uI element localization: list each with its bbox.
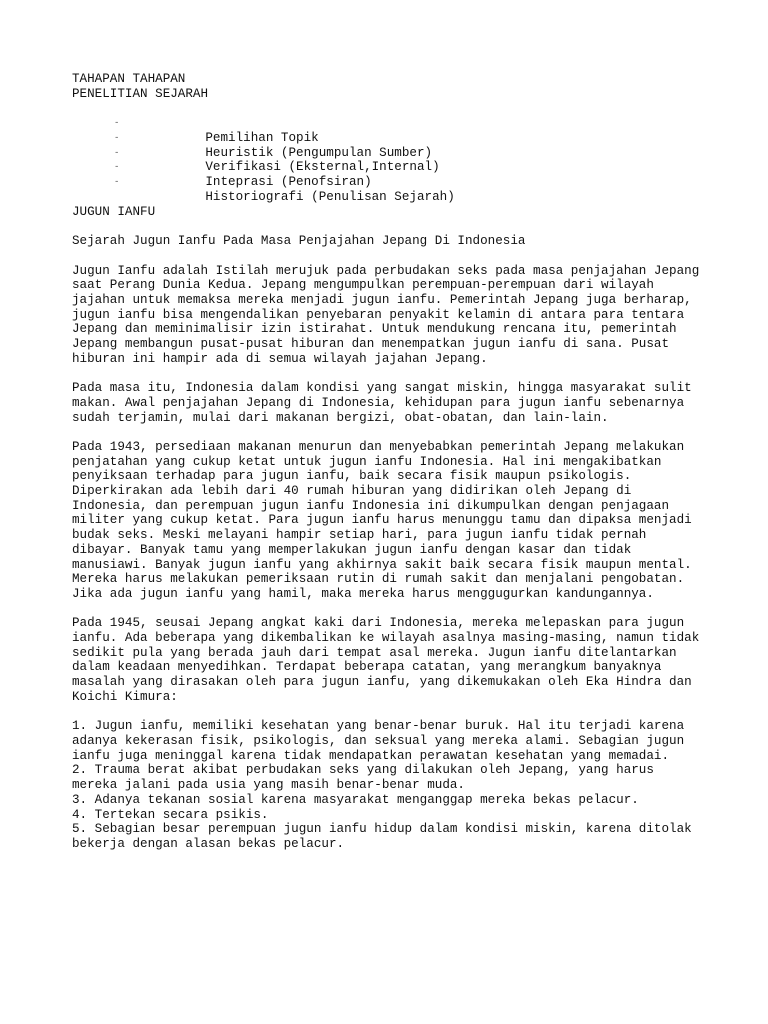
bullet-dash-icon: -: [114, 132, 120, 143]
list-item-label: Verifikasi (Eksternal,Internal): [205, 160, 440, 175]
document-title: [72, 72, 712, 101]
list-item: [72, 131, 712, 160]
list-item-label: Heuristik (Pengumpulan Sumber): [205, 145, 433, 160]
section-subheading: Sejarah Jugun Ianfu Pada Masa Penjajahan Jepang Di Indonesia: [72, 234, 526, 249]
research-steps-list: [72, 116, 712, 204]
bullet-dash-icon: -: [114, 162, 120, 173]
list-item: [72, 160, 712, 190]
list-item-label: Historiografi (Penulisan Sejarah): [205, 189, 455, 204]
bullet-dash-icon: -: [114, 147, 120, 158]
paragraph-1943: Pada 1943, persediaan makanan menurun dan menyebabkan pemerintah Jepang melakukan penjatahan yang cukup ketat untuk jugun ianfu Indonesia. Hal ini mengakibatkan penyiksaan terhadap para jugun ianfu, baik secara fisik maupun psikologis. Diperkirakan ada lebih dari 40 rumah hiburan yang didirikan oleh Jepang di Indonesia, dan perempuan jugun ianfu Indonesia ini dikumpulkan dengan penjagaan militer yang cukup ketat. Para jugun ianfu harus menunggu tamu dan dipaksa menjadi budak seks. Meski melayani hampir setiap hari, para jugun ianfu tidak pernah dibayar. Banyak tamu yang memperlakukan jugun ianfu dengan kasar dan tidak manusiawi. Banyak jugun ianfu yang akhirnya sakit baik secara fisik maupun mental. Mereka harus melakukan pemeriksaan rutin di rumah sakit dan menjalani pengobatan. Jika ada jugun ianfu yang hamil, maka mereka harus menggugurkan kandungannya.: [72, 439, 692, 601]
section-heading: JUGUN IANFU: [72, 204, 156, 219]
list-item-label: Pemilihan Topik: [205, 130, 319, 145]
paragraph-problems-list: 1. Jugun ianfu, memiliki kesehatan yang benar-benar buruk. Hal itu terjadi karena adanya kekerasan fisik, psikologis, dan seksual yang mereka alami. Sebagian jugun ianfu juga meninggal karena tidak mendapatkan perawatan kesehatan yang memadai. 2. Trauma berat akibat perbudakan seks yang dilakukan oleh Jepang, yang harus mereka jalani pada usia yang masih benar-benar muda. 3. Adanya tekanan sosial karena masyarakat menganggap mereka bekas pelacur. 4. Tertekan secara psikis. 5. Sebagian besar perempuan jugun ianfu hidup dalam kondisi miskin, karena ditolak bekerja dengan alasan bekas pelacur.: [72, 719, 692, 851]
document-page: [72, 72, 712, 852]
title-line-1: TAHAPAN TAHAPAN: [72, 72, 186, 86]
title-line-2: PENELITIAN SEJARAH: [72, 86, 209, 101]
paragraph-intro: Jugun Ianfu adalah Istilah merujuk pada perbudakan seks pada masa penjajahan Jepang saat Perang Dunia Kedua. Jepang mengumpulkan perempuan-perempuan dari wilayah jajahan untuk memaksa mereka menjadi jugun ianfu. Pemerintah Jepang juga berharap, jugun ianfu bisa mengendalikan penyebaran penyakit kelamin di antara para tentara Jepang dan meminimalisir izin istirahat. Untuk mendukung rencana itu, pemerintah Jepang membangun pusat-pusat hiburan dan menempatkan jugun ianfu di sana. Pusat hiburan ini hampir ada di semua wilayah jajahan Jepang.: [72, 263, 700, 366]
list-item: [72, 146, 712, 175]
paragraph-1945: Pada 1945, seusai Jepang angkat kaki dari Indonesia, mereka melepaskan para jugun ianfu. Ada beberapa yang dikembalikan ke wilayah asalnya masing-masing, namun tidak sedikit pula yang berada jauh dari tempat asal mereka. Jugun ianfu ditelantarkan dalam keadaan menyedihkan. Terdapat beberapa catatan, yang merangkum banyaknya masalah yang dirasakan oleh para jugun ianfu, yang dikemukakan oleh Eka Hindra dan Koichi Kimura:: [72, 616, 700, 704]
bullet-dash-icon: -: [114, 118, 120, 129]
paragraph-conditions: Pada masa itu, Indonesia dalam kondisi yang sangat miskin, hingga masyarakat sulit makan. Awal penjajahan Jepang di Indonesia, kehidupan para jugun ianfu sebenarnya sudah terjamin, mulai dari makanan bergizi, obat-obatan, dan lain-lain.: [72, 381, 692, 425]
bullet-dash-icon: -: [114, 177, 120, 188]
list-item-label: Inteprasi (Penofsiran): [205, 175, 372, 190]
list-item: [72, 116, 712, 145]
list-item: [72, 175, 712, 204]
